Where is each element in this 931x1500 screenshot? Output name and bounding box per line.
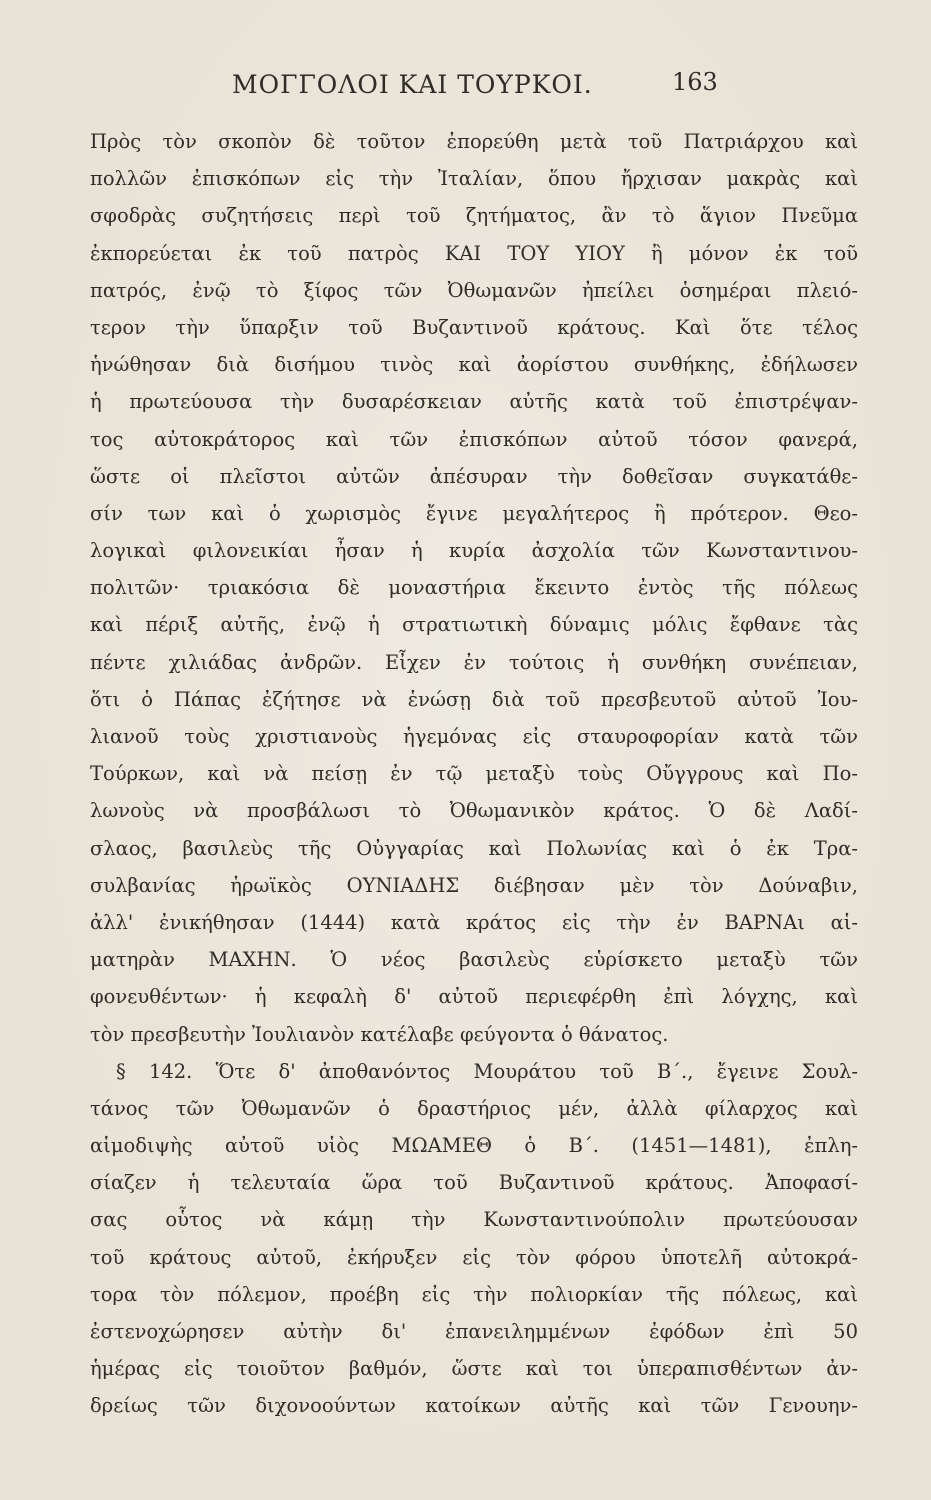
text-line: ματηρὰν ΜΑΧΗΝ. Ὁ νέος βασιλεὺς εὑρίσκετο μεταξὺ τῶν <box>90 948 858 972</box>
text-line: Τούρκων, καὶ νὰ πείσῃ ἐν τῷ μεταξὺ τοὺς Οὔγγρους καὶ Πο- <box>90 762 858 786</box>
section-142-first-line: § 142. Ὅτε δ' ἀποθανόντος Μουράτου τοῦ Β΄., ἔγεινε Σουλ- <box>116 1059 858 1083</box>
text-line: σλαος, βασιλεὺς τῆς Οὐγγαρίας καὶ Πολωνίας καὶ ὁ ἐκ Τρα- <box>90 836 858 860</box>
text-line: τάνος τῶν Ὀθωμανῶν ὁ δραστήριος μέν, ἀλλὰ φίλαρχος καὶ <box>90 1096 858 1120</box>
text-line: ἡνώθησαν διὰ δισήμου τινὸς καὶ ἀορίστου συνθήκης, ἐδήλωσεν <box>90 353 858 377</box>
text-line: λωνοὺς νὰ προσβάλωσι τὸ Ὀθωμανικὸν κράτος. Ὁ δὲ Λαδί- <box>90 799 858 823</box>
page-number: 163 <box>672 68 718 96</box>
text-line: ἡ πρωτεύουσα τὴν δυσαρέσκειαν αὐτῆς κατὰ τοῦ ἐπιστρέψαν- <box>90 390 858 414</box>
text-line: φονευθέντων· ἡ κεφαλὴ δ' αὐτοῦ περιεφέρθη ἐπὶ λόγχης, καὶ <box>90 985 858 1009</box>
text-line: δρείως τῶν διχονοούντων κατοίκων αὐτῆς καὶ τῶν Γενουην- <box>90 1394 858 1418</box>
body-text <box>90 123 858 1425</box>
running-title: ΜΟΓΓΟΛΟΙ ΚΑΙ ΤΟΥΡΚΟΙ. <box>232 70 593 99</box>
text-line: ἡμέρας εἰς τοιοῦτον βαθμόν, ὥστε καὶ τοι ὑπεραπισθέντων ἀν- <box>90 1357 858 1381</box>
text-line: τος αὐτοκράτορος καὶ τῶν ἐπισκόπων αὐτοῦ τόσον φανερά, <box>90 427 858 451</box>
text-line: συλβανίας ἡρωϊκὸς ΟΥΝΙΑΔΗΣ διέβησαν μὲν τὸν Δούναβιν, <box>90 873 858 897</box>
text-line: τοῦ κράτους αὐτοῦ, ἐκήρυξεν εἰς τὸν φόρου ὑποτελῆ αὐτοκρά- <box>90 1245 858 1269</box>
text-line: σίαζεν ἡ τελευταία ὥρα τοῦ Βυζαντινοῦ κράτους. Ἀποφασί- <box>90 1171 858 1195</box>
text-line: ὅτι ὁ Πάπας ἐζήτησε νὰ ἑνώσῃ διὰ τοῦ πρεσβευτοῦ αὐτοῦ Ἰου- <box>90 687 858 711</box>
text-line: ὥστε οἱ πλεῖστοι αὐτῶν ἀπέσυραν τὴν δοθεῖσαν συγκατάθε- <box>90 464 858 488</box>
text-line: Πρὸς τὸν σκοπὸν δὲ τοῦτον ἐπορεύθη μετὰ τοῦ Πατριάρχου καὶ <box>90 130 858 153</box>
text-line: ἐστενοχώρησεν αὐτὴν δι' ἐπανειλημμένων ἐφόδων ἐπὶ 50 <box>90 1320 858 1343</box>
text-line: καὶ πέριξ αὐτῆς, ἐνῷ ἡ στρατιωτικὴ δύναμις μόλις ἔφθανε τὰς <box>90 613 858 637</box>
text-line: λογικαὶ φιλονεικίαι ἦσαν ἡ κυρία ἀσχολία τῶν Κωνσταντινου- <box>90 539 858 563</box>
text-line: πολιτῶν· τριακόσια δὲ μοναστήρια ἔκειντο ἐντὸς τῆς πόλεως <box>90 576 858 600</box>
text-line: ἐκπορεύεται ἐκ τοῦ πατρὸς ΚΑΙ ΤΟΥ ΥΙΟΥ ἢ μόνον ἐκ τοῦ <box>90 241 858 265</box>
text-line: αἱμοδιψὴς αὐτοῦ υἱὸς ΜΩΑΜΕΘ ὁ Β΄. (1451—1481), ἐπλη- <box>90 1134 858 1158</box>
text-line: πατρός, ἐνῷ τὸ ξίφος τῶν Ὀθωμανῶν ἠπείλει ὁσημέραι πλειό- <box>90 278 858 302</box>
text-line: τερον τὴν ὕπαρξιν τοῦ Βυζαντινοῦ κράτους. Καὶ ὅτε τέλος <box>90 315 858 339</box>
text-line: τὸν πρεσβευτὴν Ἰουλιανὸν κατέλαβε φεύγοντα ὁ θάνατος. <box>90 1022 669 1046</box>
text-line: πολλῶν ἐπισκόπων εἰς τὴν Ἰταλίαν, ὅπου ἤρχισαν μακρὰς καὶ <box>90 167 858 191</box>
running-head <box>0 70 931 110</box>
text-line: σφοδρὰς συζητήσεις περὶ τοῦ ζητήματος, ἂν τὸ ἅγιον Πνεῦμα <box>90 204 858 228</box>
text-line: λιανοῦ τοὺς χριστιανοὺς ἡγεμόνας εἰς σταυροφορίαν κατὰ τῶν <box>90 725 858 748</box>
text-line: σίν των καὶ ὁ χωρισμὸς ἔγινε μεγαλήτερος ἢ πρότερον. Θεο- <box>90 501 858 525</box>
text-line: πέντε χιλιάδας ἀνδρῶν. Εἶχεν ἐν τούτοις ἡ συνθήκη συνέπειαν, <box>90 650 858 674</box>
text-line: ἀλλ' ἐνικήθησαν (1444) κατὰ κράτος εἰς τὴν ἐν ΒΑΡΝΑι αἱ- <box>90 910 858 934</box>
text-line: τορα τὸν πόλεμον, προέβη εἰς τὴν πολιορκίαν τῆς πόλεως, καὶ <box>90 1282 858 1306</box>
text-line: σας οὗτος νὰ κάμῃ τὴν Κωνσταντινούπολιν πρωτεύουσαν <box>90 1208 858 1232</box>
